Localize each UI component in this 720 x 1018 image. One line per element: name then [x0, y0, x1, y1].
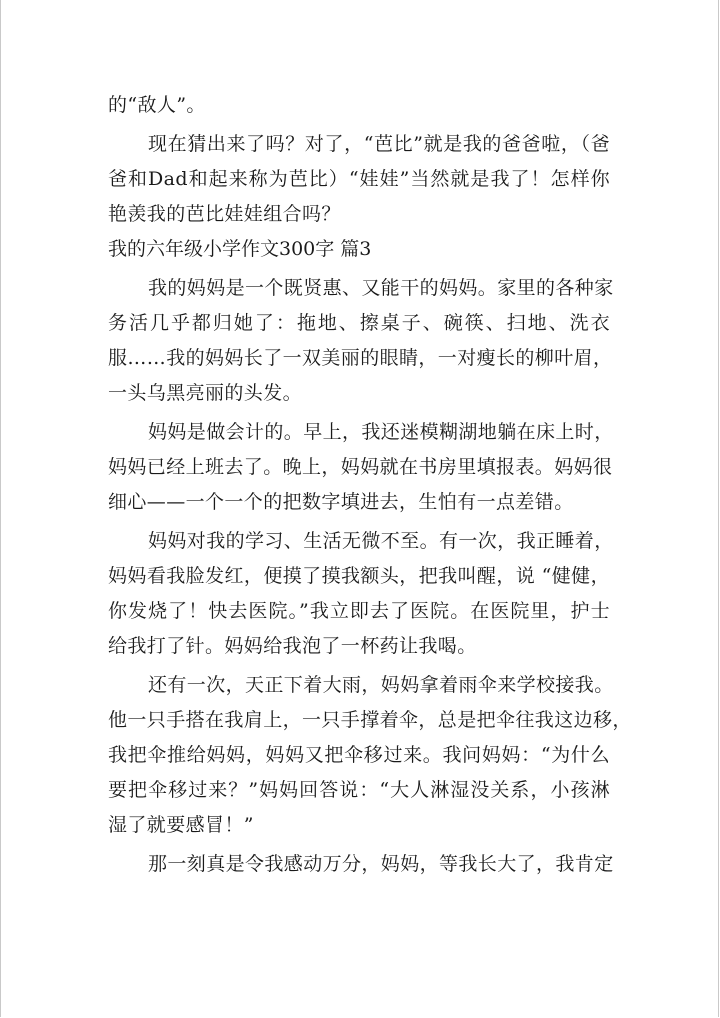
paragraph-line: 要把伞移过来？”妈妈回答说：“大人淋湿没关系，小孩淋 [108, 779, 610, 801]
paragraph-line: 那一刻真是令我感动万分，妈妈，等我长大了，我肯定 [148, 853, 614, 875]
paragraph-line: 给我打了针。妈妈给我泡了一杯药让我喝。 [108, 635, 477, 657]
paragraph-line: 我把伞推给妈妈，妈妈又把伞移过来。我问妈妈：“为什么 [108, 744, 610, 766]
paragraph-line: 现在猜出来了吗？对了，“芭比”就是我的爸爸啦，（爸 [148, 133, 610, 155]
paragraph-line: 服……我的妈妈长了一双美丽的眼睛，一对瘦长的柳叶眉， [108, 347, 613, 369]
paragraph-line: 妈妈对我的学习、生活无微不至。有一次，我正睡着， [148, 530, 614, 552]
paragraph-line: 还有一次，天正下着大雨，妈妈拿着雨伞来学校接我。 [148, 674, 614, 696]
section-heading: 我的六年级小学作文300字 篇3 [108, 238, 372, 260]
paragraph-line: 细心——一个一个的把数字填进去，生怕有一点差错。 [108, 491, 574, 513]
document-body [108, 88, 632, 882]
paragraph-line: 你发烧了！快去医院。”我立即去了医院。在医院里，护士 [108, 600, 610, 622]
paragraph-line: 妈妈已经上班去了。晚上，妈妈就在书房里填报表。妈妈很 [108, 456, 613, 478]
paragraph-line: 妈妈看我脸发红，便摸了摸我额头，把我叫醒，说 “健健， [108, 565, 610, 587]
paragraph-line: 务活几乎都归她了：拖地、擦桌子、碗筷、扫地、洗衣 [108, 312, 610, 334]
paragraph-line: 妈妈是做会计的。早上，我还迷模糊湖地躺在床上时， [148, 421, 614, 443]
paragraph-line: 艳羡我的芭比娃娃组合吗？ [108, 203, 341, 225]
paragraph-line: 我的妈妈是一个既贤惠、又能干的妈妈。家里的各种家 [148, 277, 614, 299]
paragraph-line: 湿了就要感冒！” [108, 814, 254, 836]
paragraph-line: 爸和Dad和起来称为芭比）“娃娃”当然就是我了！怎样你 [108, 168, 610, 190]
paragraph-line: 一头乌黑亮丽的头发。 [108, 382, 303, 404]
paragraph-line: 的“敌人”。 [108, 94, 206, 116]
paragraph-line: 他一只手搭在我肩上，一只手撑着伞，总是把伞往我这边移， [108, 709, 632, 731]
